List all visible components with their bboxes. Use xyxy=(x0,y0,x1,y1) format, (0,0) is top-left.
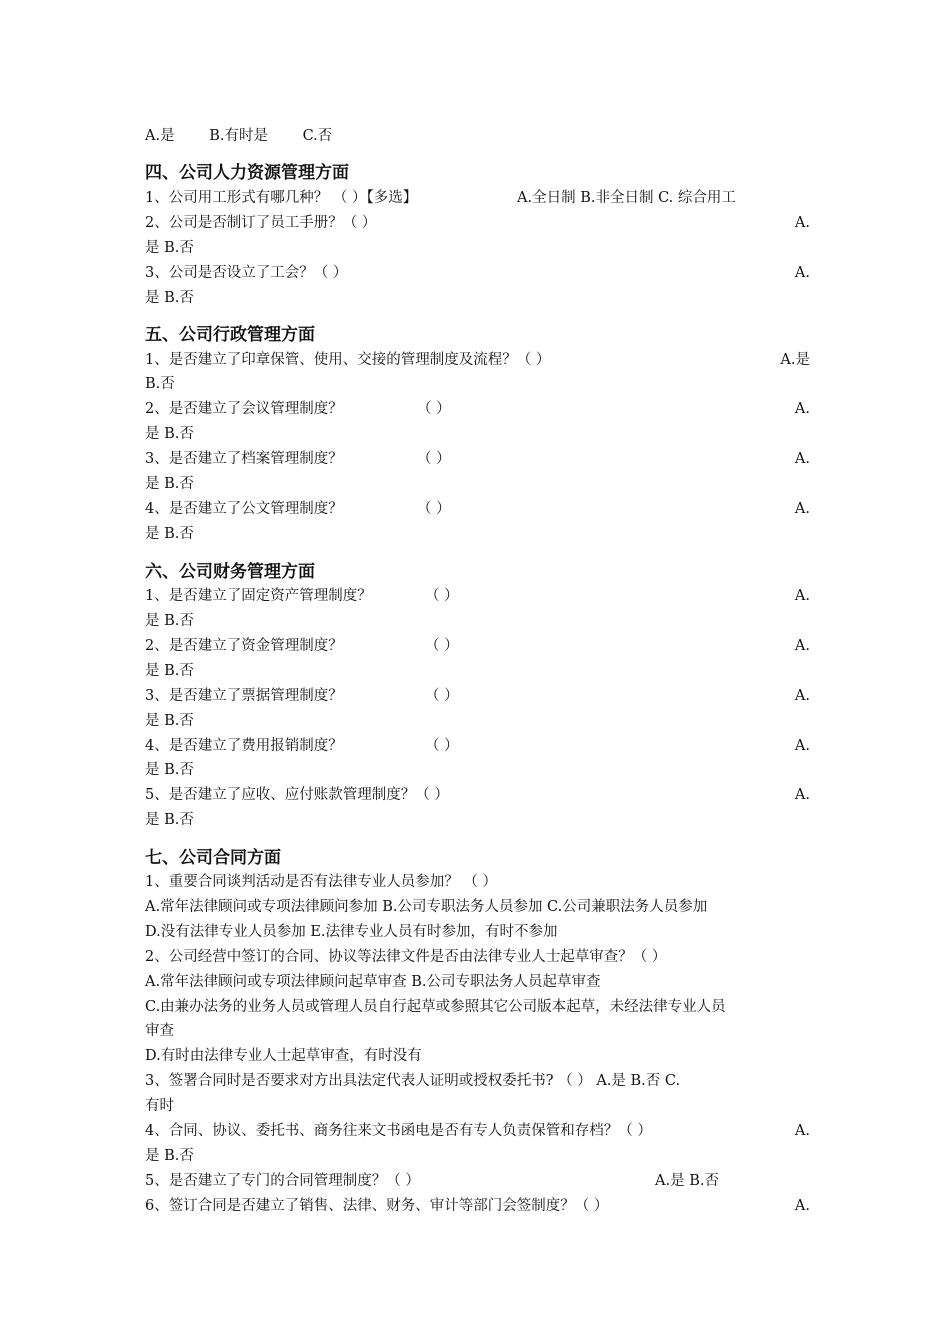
sec6-q3 xyxy=(145,684,810,709)
sec7-q1-options-1: A.常年法律顾问或专项法律顾问参加 B.公司专职法务人员参加 C.公司兼职法务人员参加 xyxy=(145,899,708,915)
answer-paren: （ ） xyxy=(417,451,451,467)
question-text: 5、是否建立了专门的合同管理制度？（ ） xyxy=(145,1173,420,1189)
question-text: 2、是否建立了会议管理制度？ xyxy=(145,401,343,417)
option-b: B.有时是 xyxy=(209,128,268,144)
sec4-q1 xyxy=(145,186,810,211)
question-text: 6、签订合同是否建立了销售、法律、财务、审计等部门会签制度？（ ） xyxy=(145,1198,609,1214)
sec7-q2: 2、公司经营中签订的合同、协议等法律文件是否由法律专业人士起草审查？（ ） xyxy=(145,949,667,965)
sec7-q4-cont: 是 B.否 xyxy=(145,1148,194,1164)
sec7-q2-options-3: D.有时由法律专业人士起草审查，有时没有 xyxy=(145,1048,422,1064)
section-5-title: 五、公司行政管理方面 xyxy=(145,325,315,345)
sec5-q2-cont: 是 B.否 xyxy=(145,426,194,442)
answer-paren: （ ） xyxy=(425,588,459,604)
answer-paren: （ ） xyxy=(425,688,459,704)
sec6-q2 xyxy=(145,634,810,659)
answer-options-line xyxy=(145,124,810,149)
section-4-title: 四、公司人力资源管理方面 xyxy=(145,163,349,183)
question-text: 4、是否建立了费用报销制度？ xyxy=(145,738,343,754)
option-a-right: A. xyxy=(794,401,810,417)
sec5-q4 xyxy=(145,497,810,522)
option-a-right: A. xyxy=(794,1123,810,1139)
sec6-q2-cont: 是 B.否 xyxy=(145,663,194,679)
option-a-right: A. xyxy=(794,688,810,704)
sec7-q5 xyxy=(145,1169,810,1194)
sec7-q3-cont: 有时 xyxy=(145,1098,174,1114)
sec7-q3: 3、签署合同时是否要求对方出具法定代表人证明或授权委托书? （ ） A.是 B.否 C. xyxy=(145,1073,681,1089)
sec4-q3 xyxy=(145,261,810,286)
question-text: 1、是否建立了固定资产管理制度？ xyxy=(145,588,372,604)
section-6-title: 六、公司财务管理方面 xyxy=(145,562,315,582)
sec6-q5 xyxy=(145,783,810,808)
option-a-right: A. xyxy=(794,215,810,231)
option-a-right: A. xyxy=(794,588,810,604)
option-a: A.是 xyxy=(145,128,175,144)
sec7-q1-options-2: D.没有法律专业人员参加 E.法律专业人员有时参加，有时不参加 xyxy=(145,924,558,940)
option-a-right: A. xyxy=(794,265,810,281)
sec7-q2-options-2-cont: 审查 xyxy=(145,1023,174,1039)
option-a-right: A. xyxy=(794,638,810,654)
question-options: A.是 B.否 xyxy=(655,1173,719,1189)
sec7-q4 xyxy=(145,1119,810,1144)
option-a-right: A. xyxy=(794,501,810,517)
sec5-q4-cont: 是 B.否 xyxy=(145,526,194,542)
sec7-q2-options-2: C.由兼办法务的业务人员或管理人员自行起草或参照其它公司版本起草，未经法律专业人员 xyxy=(145,999,726,1015)
option-a-right: A. xyxy=(794,1198,810,1214)
option-c: C.否 xyxy=(302,128,333,144)
option-a-right: A.是 xyxy=(780,352,810,368)
question-text: 1、是否建立了印章保管、使用、交接的管理制度及流程？（ ） xyxy=(145,352,551,368)
sec5-q1-cont: B.否 xyxy=(145,376,175,392)
question-text: 4、合同、协议、委托书、商务往来文书函电是否有专人负责保管和存档？（ ） xyxy=(145,1123,652,1139)
sec5-q1 xyxy=(145,348,810,373)
sec4-q2-cont: 是 B.否 xyxy=(145,240,194,256)
sec7-q2-options-1: A.常年法律顾问或专项法律顾问起草审查 B.公司专职法务人员起草审查 xyxy=(145,974,601,990)
sec6-q4 xyxy=(145,734,810,759)
answer-paren: （ ） xyxy=(417,501,451,517)
question-text: 2、是否建立了资金管理制度？ xyxy=(145,638,343,654)
question-text: 5、是否建立了应收、应付账款管理制度？（ ） xyxy=(145,787,449,803)
question-options: A.全日制 B.非全日制 C. 综合用工 xyxy=(517,190,736,206)
question-text: 2、公司是否制订了员工手册？（ ） xyxy=(145,215,377,231)
sec7-q1: 1、重要合同谈判活动是否有法律专业人员参加？ （ ） xyxy=(145,874,497,890)
sec5-q3-cont: 是 B.否 xyxy=(145,476,194,492)
option-a-right: A. xyxy=(794,787,810,803)
sec6-q4-cont: 是 B.否 xyxy=(145,762,194,778)
sec5-q3 xyxy=(145,447,810,472)
option-a-right: A. xyxy=(794,451,810,467)
question-text: 3、是否建立了档案管理制度？ xyxy=(145,451,343,467)
sec7-q6 xyxy=(145,1194,810,1219)
sec4-q2 xyxy=(145,211,810,236)
section-7-title: 七、公司合同方面 xyxy=(145,848,281,868)
question-text: 1、公司用工形式有哪几种？ （ ）【多选】 xyxy=(145,190,418,206)
sec6-q3-cont: 是 B.否 xyxy=(145,713,194,729)
answer-paren: （ ） xyxy=(425,738,459,754)
sec6-q1-cont: 是 B.否 xyxy=(145,613,194,629)
sec6-q5-cont: 是 B.否 xyxy=(145,812,194,828)
question-text: 3、是否建立了票据管理制度？ xyxy=(145,688,343,704)
sec4-q3-cont: 是 B.否 xyxy=(145,290,194,306)
question-text: 4、是否建立了公文管理制度？ xyxy=(145,501,343,517)
answer-paren: （ ） xyxy=(425,638,459,654)
sec5-q2 xyxy=(145,397,810,422)
question-text: 3、公司是否设立了工会？（ ） xyxy=(145,265,348,281)
option-a-right: A. xyxy=(794,738,810,754)
answer-paren: （ ） xyxy=(417,401,451,417)
sec6-q1 xyxy=(145,584,810,609)
